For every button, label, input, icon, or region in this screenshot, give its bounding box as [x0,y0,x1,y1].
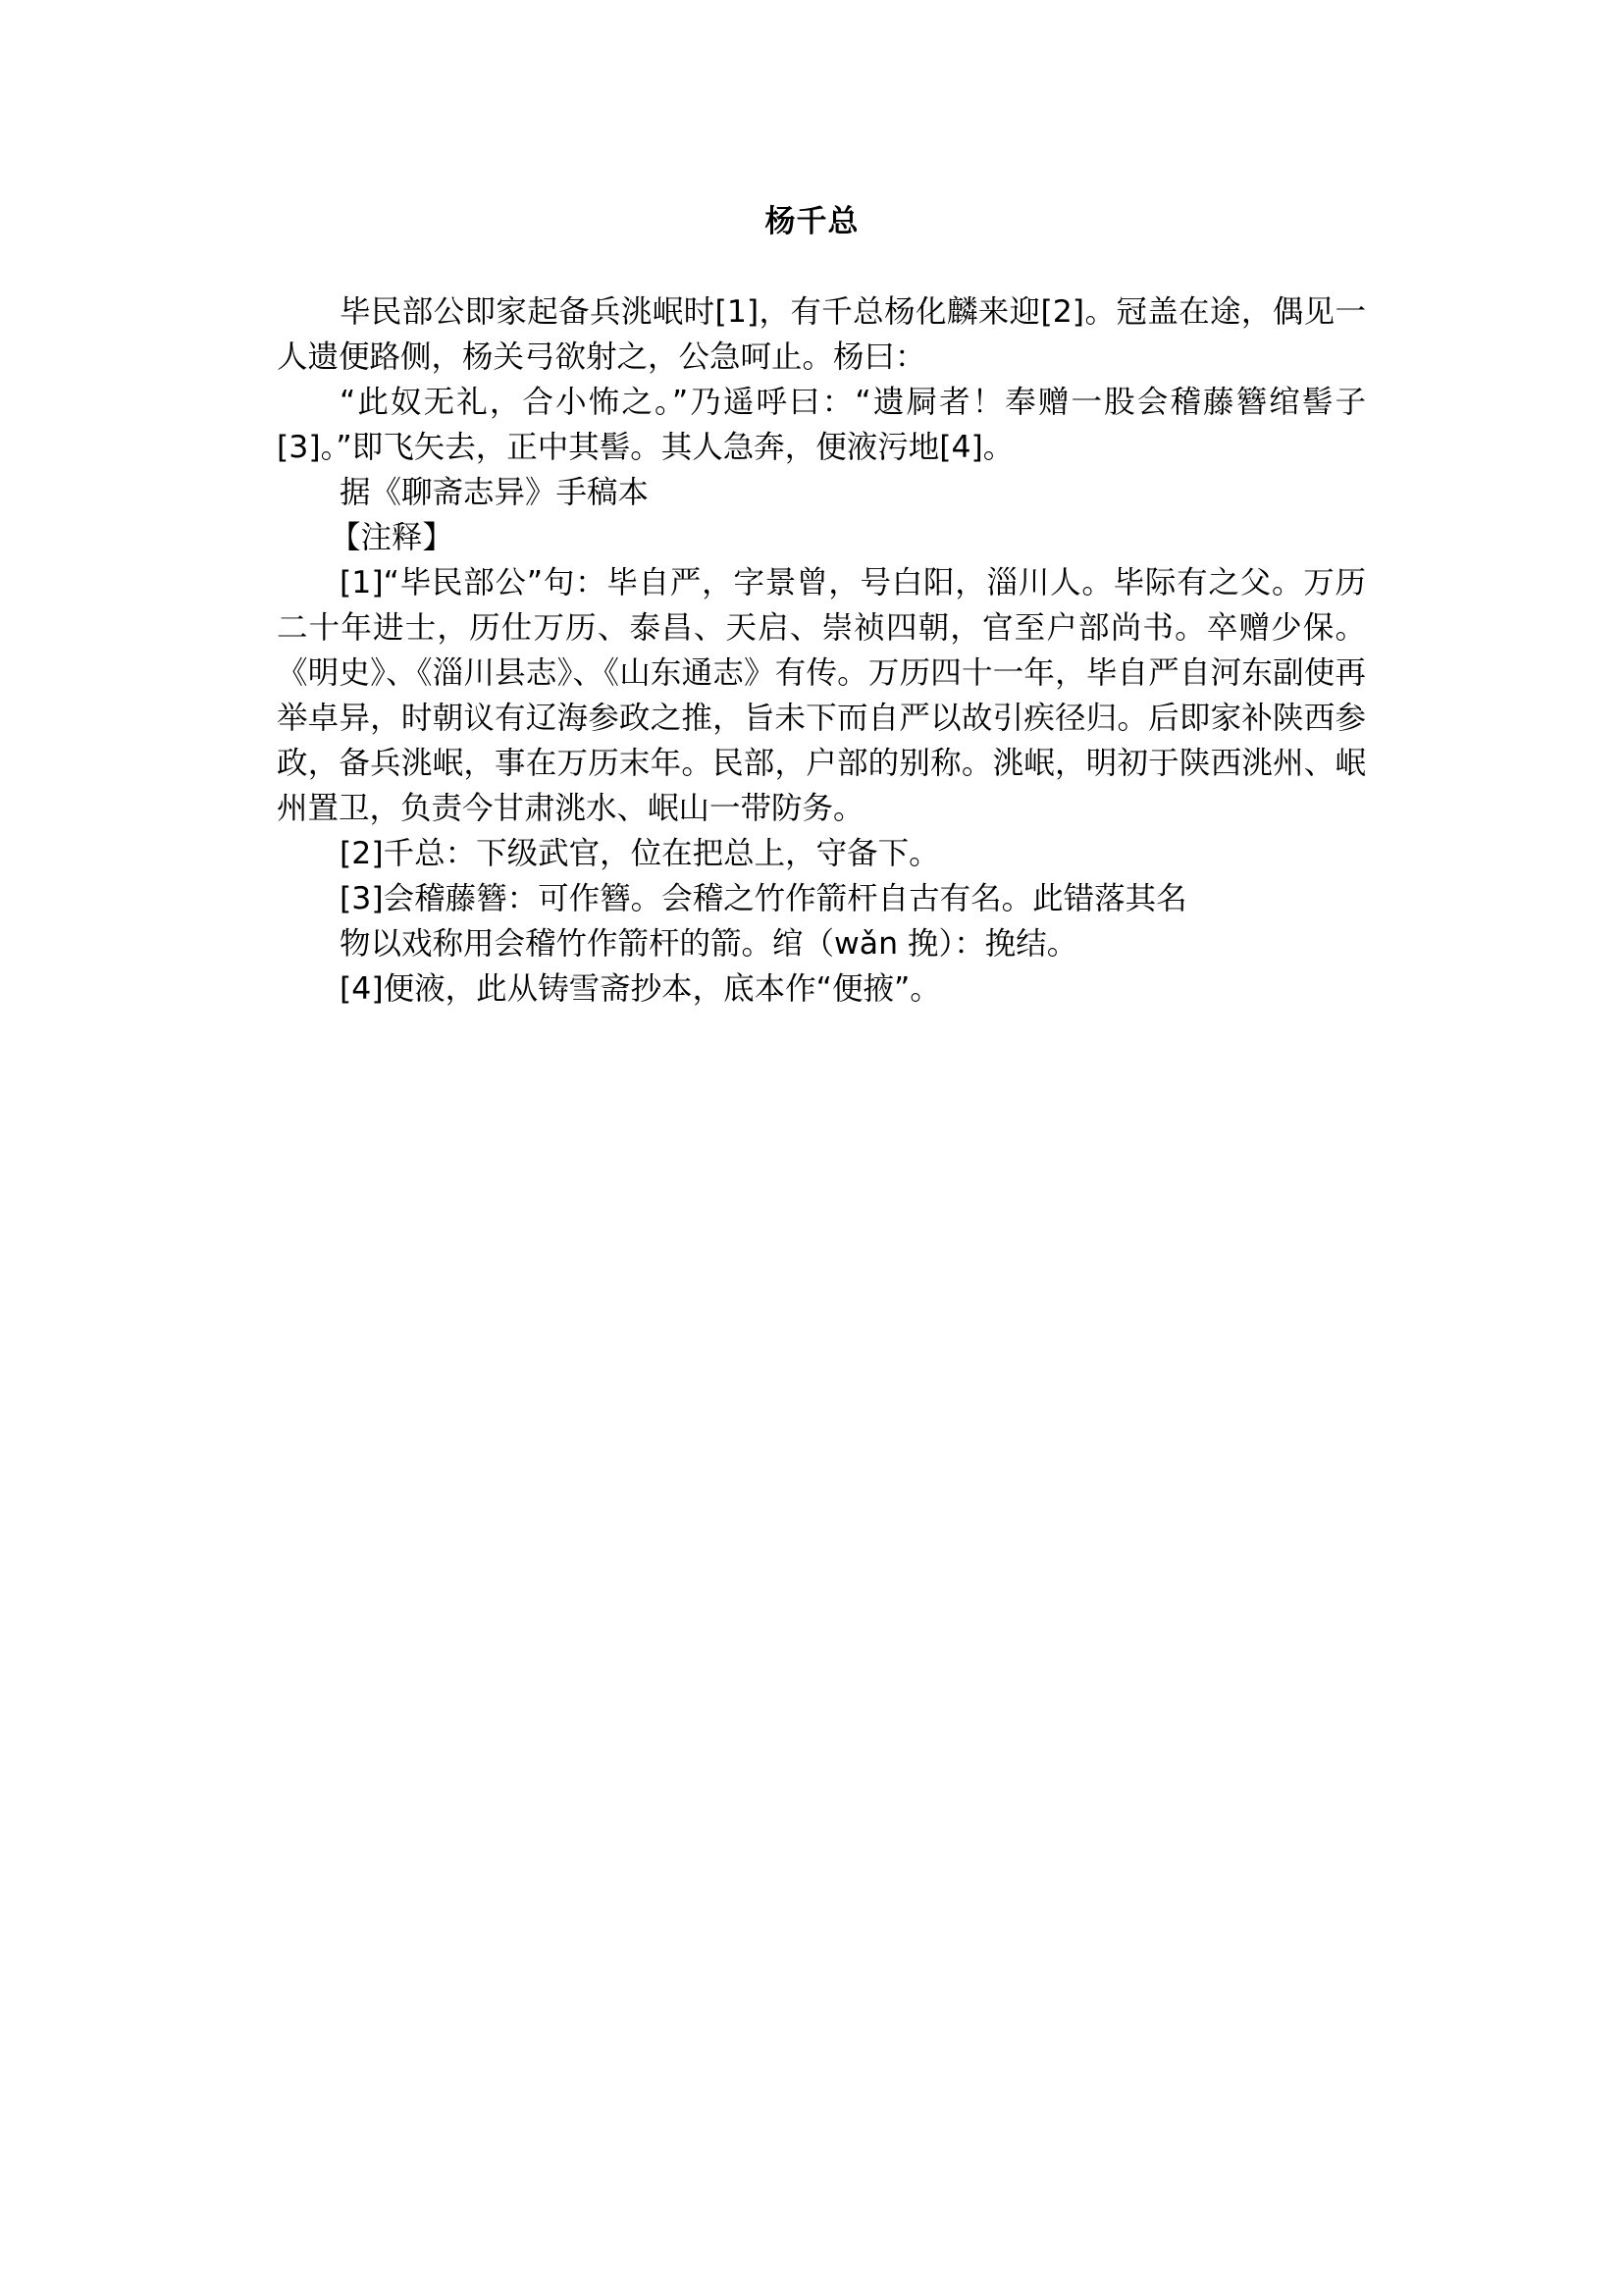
document-content [277,289,1366,1012]
note-3: [3]会稽藤簪：可作簪。会稽之竹作箭杆自古有名。此错落其名 [340,881,1187,916]
note-1: [1]“毕民部公”句：毕自严，字景曾，号白阳，淄川人。毕际有之父。万历二十年进士，历仕万历、泰昌、天启、崇祯四朝，官至户部尚书。卒赠少保。《明史》、《淄川县志》、《山东通志》有传。万历四十一年，毕自严自河东副使再举卓异，时朝议有辽海参政之推，旨未下而自严以故引疾径归。后即家补陕西参政，备兵洮岷，事在万历末年。民部，户部的别称。洮岷，明初于陕西洮州、岷州置卫，负责今甘肃洮水、岷山一带防务。 [277,565,1366,826]
body-paragraph-1: 毕民部公即家起备兵洮岷时[1]，有千总杨化麟来迎[2]。冠盖在途，偶见一人遗便路侧，杨关弓欲射之，公急呵止。杨曰： [277,294,1366,375]
notes-heading: 【注释】 [330,520,454,555]
note-2: [2]千总：下级武官，位在把总上，守备下。 [340,836,940,871]
note-3-continued: 物以戏称用会稽竹作箭杆的箭。绾（wǎn 挽）：挽结。 [340,926,1078,962]
body-paragraph-2: “此奴无礼，合小怖之。”乃遥呼曰：“遗屙者！奉赠一股会稽藤簪绾髻子[3]。”即飞矢去，正中其髻。其人急奔，便液污地[4]。 [277,385,1366,465]
document-title: 杨千总 [764,204,860,239]
note-4: [4]便液，此从铸雪斋抄本，底本作“便掖”。 [340,971,941,1007]
source-line: 据《聊斋志异》手稿本 [340,475,650,510]
